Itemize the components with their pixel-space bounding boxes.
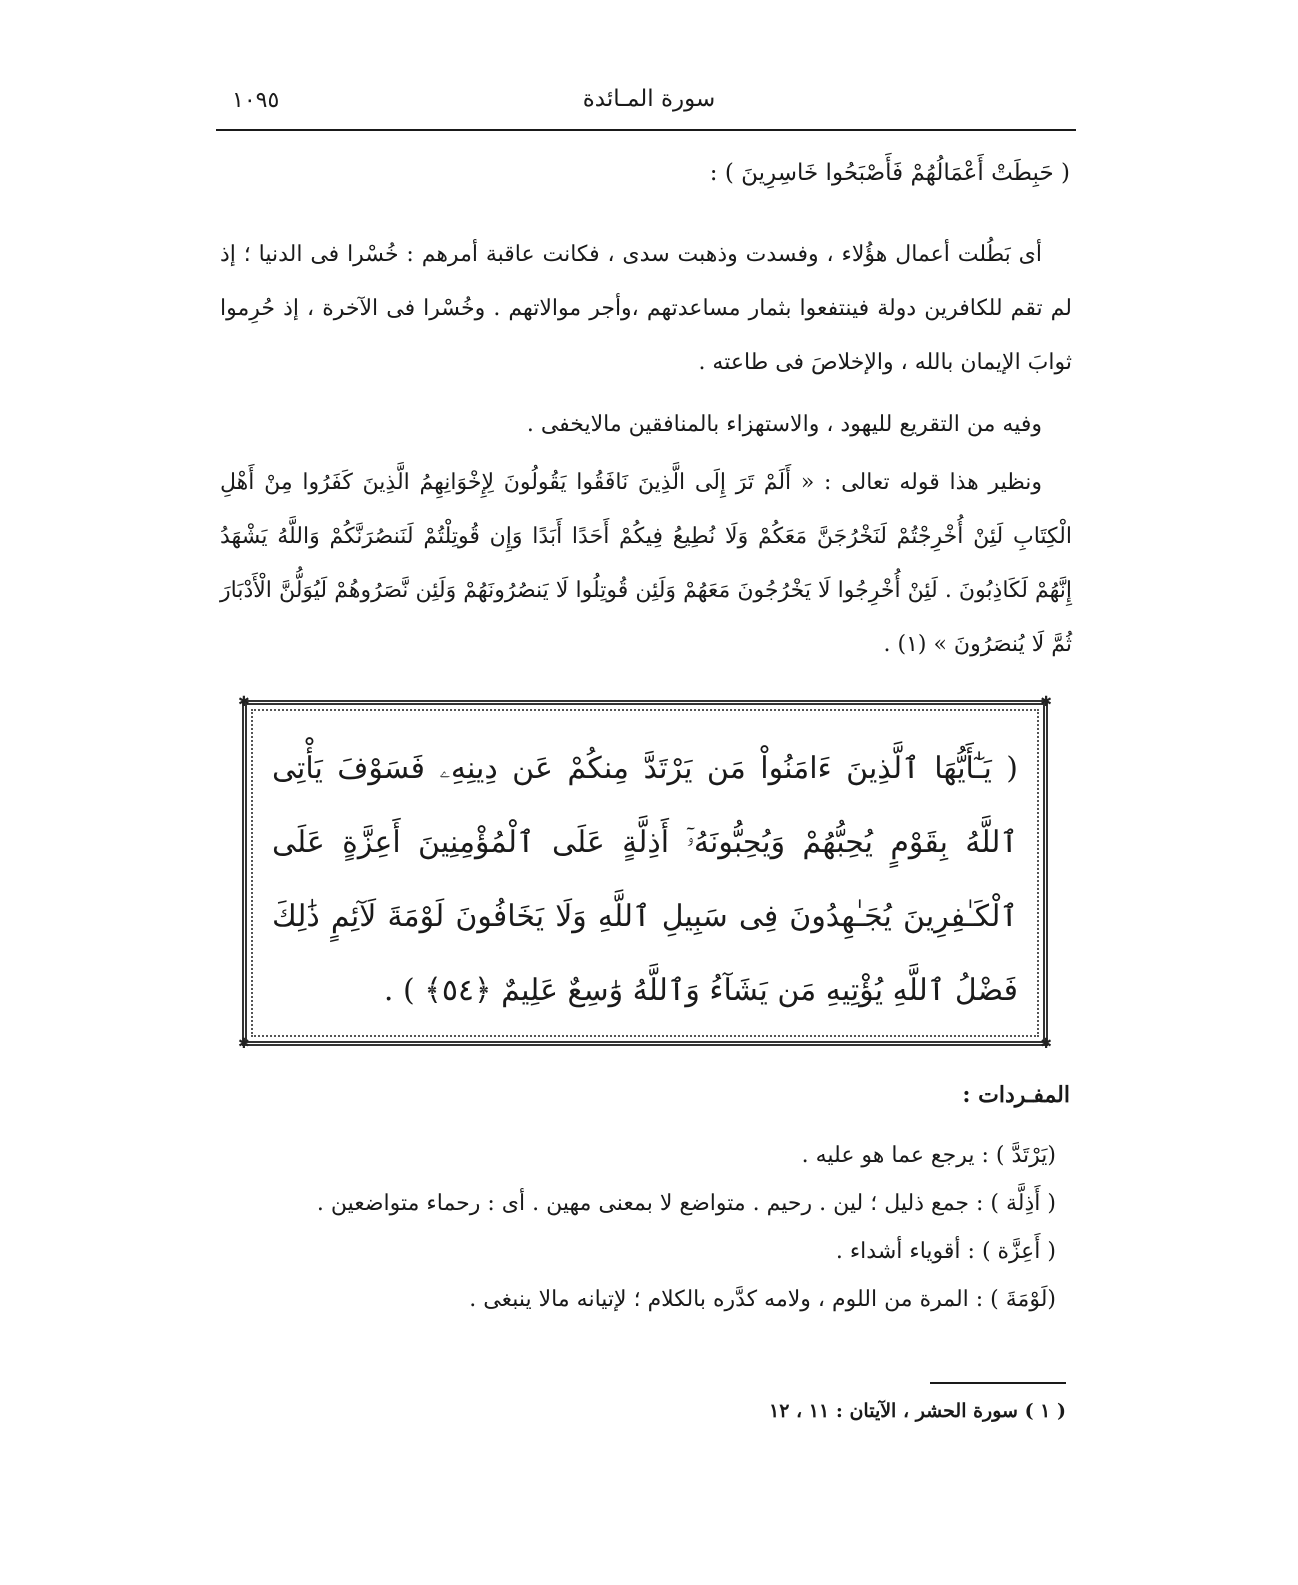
commentary-paragraph: وفيه من التقريع لليهود ، والاستهزاء بالمنافقين مالايخفى .: [526, 412, 1042, 437]
header-divider: [216, 129, 1076, 131]
vocabulary-item: (يَرْتَدَّ ) : يرجع عما هو عليه .: [801, 1143, 1056, 1168]
page-number: ١٠٩٥: [232, 88, 280, 113]
commentary-block-2: [220, 398, 1072, 452]
frame-corner-ornament: ✱: [1040, 1036, 1052, 1052]
frame-corner-ornament: ✱: [238, 1036, 250, 1052]
footnote-divider: [930, 1382, 1066, 1384]
vocabulary-title: المفـردات :: [962, 1082, 1070, 1108]
footnote: ( ١ ) سورة الحشر ، الآيتان : ١١ ، ١٢: [769, 1400, 1066, 1422]
vocabulary-item: ( أَذِلَّة ) : جمع ذليل ؛ لين . رحيم . متواضع لا بمعنى مهين . أى : رحماء متواضعين .: [316, 1191, 1056, 1216]
frame-corner-ornament: ✱: [1040, 694, 1052, 710]
vocabulary-item: ( أَعِزَّة ) : أقوياء أشداء .: [835, 1239, 1056, 1264]
vocabulary-list: [220, 1132, 1056, 1324]
commentary-block-3: [220, 456, 1072, 672]
quran-verse: ( يَـٰٓأَيُّهَا ٱلَّذِينَ ءَامَنُواْ مَن يَرْتَدَّ مِنكُمْ عَن دِينِهِۦ فَسَوْفَ يَأْتِى ٱللَّهُ بِقَوْمٍ يُحِبُّهُمْ وَيُحِبُّونَهُۥٓ أَذِلَّةٍ عَلَى ٱلْمُؤْمِنِينَ أَعِزَّةٍ عَلَى ٱلْكَـٰفِرِينَ يُجَـٰهِدُونَ فِى سَبِيلِ ٱللَّهِ وَلَا يَخَافُونَ لَوْمَةَ لَآئِمٍ ذَٰلِكَ فَضْلُ ٱللَّهِ يُؤْتِيهِ مَن يَشَآءُ وَٱللَّهُ وَٰسِعٌ عَلِيمٌ ﴿٥٤﴾ ) .: [272, 751, 1018, 1008]
commentary-paragraph: ونظير هذا قوله تعالى : « أَلَمْ تَرَ إِلَى الَّذِينَ نَافَقُوا يَقُولُونَ لِإِخْوَانِهِمُ الَّذِينَ كَفَرُوا مِنْ أَهْلِ الْكِتَابِ لَئِنْ أُخْرِجْتُمْ لَنَخْرُجَنَّ مَعَكُمْ وَلَا نُطِيعُ فِيكُمْ أَحَدًا أَبَدًا وَإِن قُوتِلْتُمْ لَنَنصُرَنَّكُمْ وَاللَّهُ يَشْهَدُ إِنَّهُمْ لَكَاذِبُونَ . لَئِنْ أُخْرِجُوا لَا يَخْرُجُونَ مَعَهُمْ وَلَئِن قُوتِلُوا لَا يَنصُرُونَهُمْ وَلَئِن نَّصَرُوهُمْ لَيُوَلُّنَّ الْأَدْبَارَ ثُمَّ لَا يُنصَرُونَ » (١) .: [220, 470, 1072, 657]
vocabulary-item: (لَوْمَةَ ) : المرة من اللوم ، ولامه كدَّره بالكلام ؛ لإتيانه مالا ينبغى .: [469, 1287, 1056, 1312]
commentary-block-1: [220, 228, 1072, 390]
surah-header-title: سورة المـائدة: [582, 86, 716, 112]
frame-corner-ornament: ✱: [238, 694, 250, 710]
quran-verse-text: [272, 732, 1018, 1028]
verse-quote: ( حَبِطَتْ أَعْمَالُهُمْ فَأَصْبَحُوا خَاسِرِينَ ) :: [709, 160, 1070, 186]
commentary-paragraph: أى بَطُلت أعمال هؤُلاء ، وفسدت وذهبت سدى ، فكانت عاقبة أمرهم : خُسْرا فى الدنيا ؛ إذ لم تقم للكافرين دولة فينتفعوا بثمار مساعدتهم ،وأجر موالاتهم . وخُسْرا فى الآخرة ، إذ حُرِموا ثوابَ الإيمان بالله ، والإخلاصَ فى طاعته .: [220, 242, 1072, 375]
